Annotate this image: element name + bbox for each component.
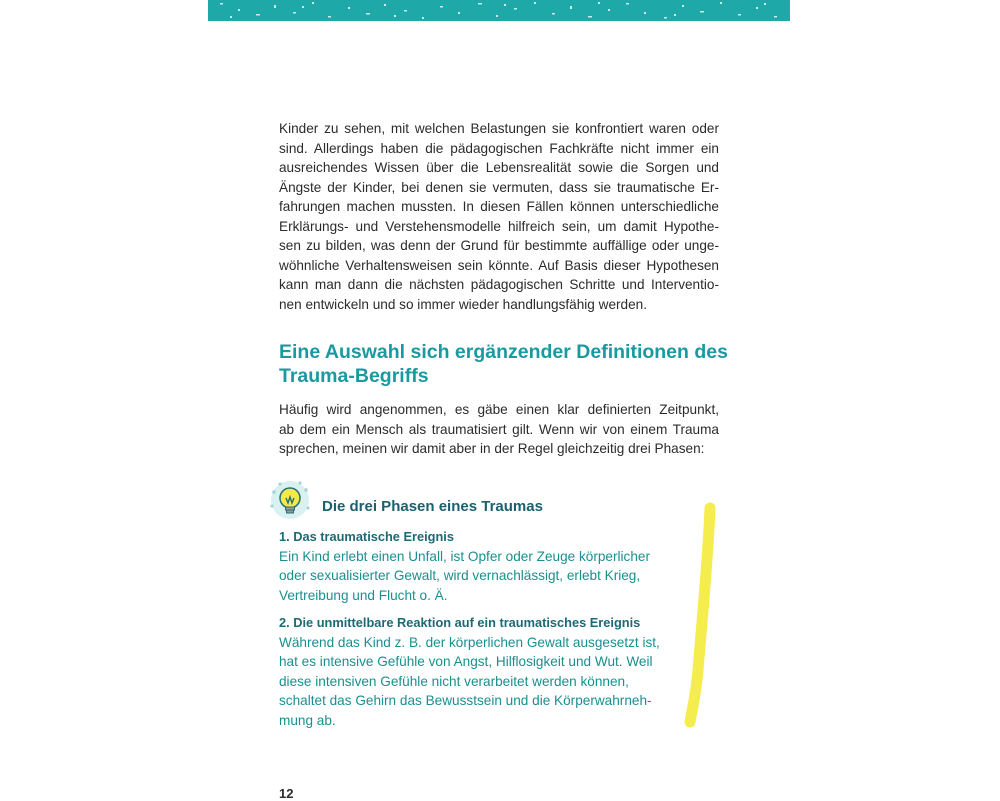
phase-line: Vertreibung und Flucht o. Ä. xyxy=(279,587,448,603)
phase-line: Ein Kind erlebt einen Unfall, ist Opfer oder Zeuge körperlicher xyxy=(279,548,651,564)
intro-paragraph xyxy=(279,400,719,459)
body-line: kann man dann die nächsten pädagogischen Schritte und Interventio- xyxy=(279,277,719,292)
phase-2 xyxy=(279,613,709,730)
phase-line: schaltet das Gehirn das Bewusstsein und die Körperwahrneh- xyxy=(279,693,652,708)
body-line: sen zu bilden, was denn der Grund für bestimmte auffällige oder unge- xyxy=(279,238,719,253)
phase-line: oder sexualisierter Gewalt, wird vernachlässigt, erlebt Krieg, xyxy=(279,568,641,583)
body-line: Kinder zu sehen, mit welchen Belastungen sie konfrontiert waren oder xyxy=(279,121,719,136)
body-line: nen entwickeln und so immer wieder handlungsfähig werden. xyxy=(279,296,648,312)
body-line: fahrungen machen mussten. In diesen Fällen können unterschiedliche xyxy=(279,199,719,214)
body-line: wöhnliche Verhaltensweisen sein könnte. Auf Basis dieser Hypothesen xyxy=(279,257,719,273)
intro-line: sprechen, meinen wir damit aber in der Regel gleichzeitig drei Phasen: xyxy=(279,441,705,456)
section-heading-line2: Trauma-Begriffs xyxy=(279,365,429,387)
intro-line: Häufig wird angenommen, es gäbe einen klar definierten Zeitpunkt, xyxy=(279,402,719,417)
header-pattern xyxy=(208,0,790,21)
page-number: 12 xyxy=(279,786,294,801)
header-band xyxy=(208,0,790,21)
section-heading-line1: Eine Auswahl sich ergänzender Definitionen des xyxy=(279,341,728,363)
phase-title: 1. Das traumatische Ereignis xyxy=(279,529,454,544)
phase-line: mung ab. xyxy=(279,712,336,728)
highlighter-stroke xyxy=(680,500,730,732)
body-line: sind. Allerdings haben die pädagogischen Fachkräfte nicht immer ein xyxy=(279,140,719,156)
section-heading xyxy=(279,340,739,388)
phase-line: Während das Kind z. B. der körperlichen Gewalt ausgesetzt ist, xyxy=(279,634,660,650)
body-line: Erklärungs- und Verstehensmodelle hilfreich sein, um damit Hypothe- xyxy=(279,218,719,234)
info-box-title: Die drei Phasen eines Traumas xyxy=(322,498,543,515)
lightbulb-icon xyxy=(266,478,314,526)
body-paragraph xyxy=(279,119,719,314)
body-line: Ängste der Kinder, bei denen sie vermuten, dass sie traumatische Er- xyxy=(279,179,719,195)
phase-line: diese intensiven Gefühle nicht verarbeitet werden können, xyxy=(279,673,629,689)
intro-line: ab dem ein Mensch als traumatisiert gilt. Wenn wir von einem Trauma xyxy=(279,421,719,437)
phase-title: 2. Die unmittelbare Reaktion auf ein traumatisches Ereignis xyxy=(279,615,641,630)
phase-line: hat es intensive Gefühle von Angst, Hilflosigkeit und Wut. Weil xyxy=(279,654,653,669)
phase-1 xyxy=(279,527,709,605)
body-line: ausreichendes Wissen über die Lebensrealität sowie die Sorgen und xyxy=(279,160,719,175)
